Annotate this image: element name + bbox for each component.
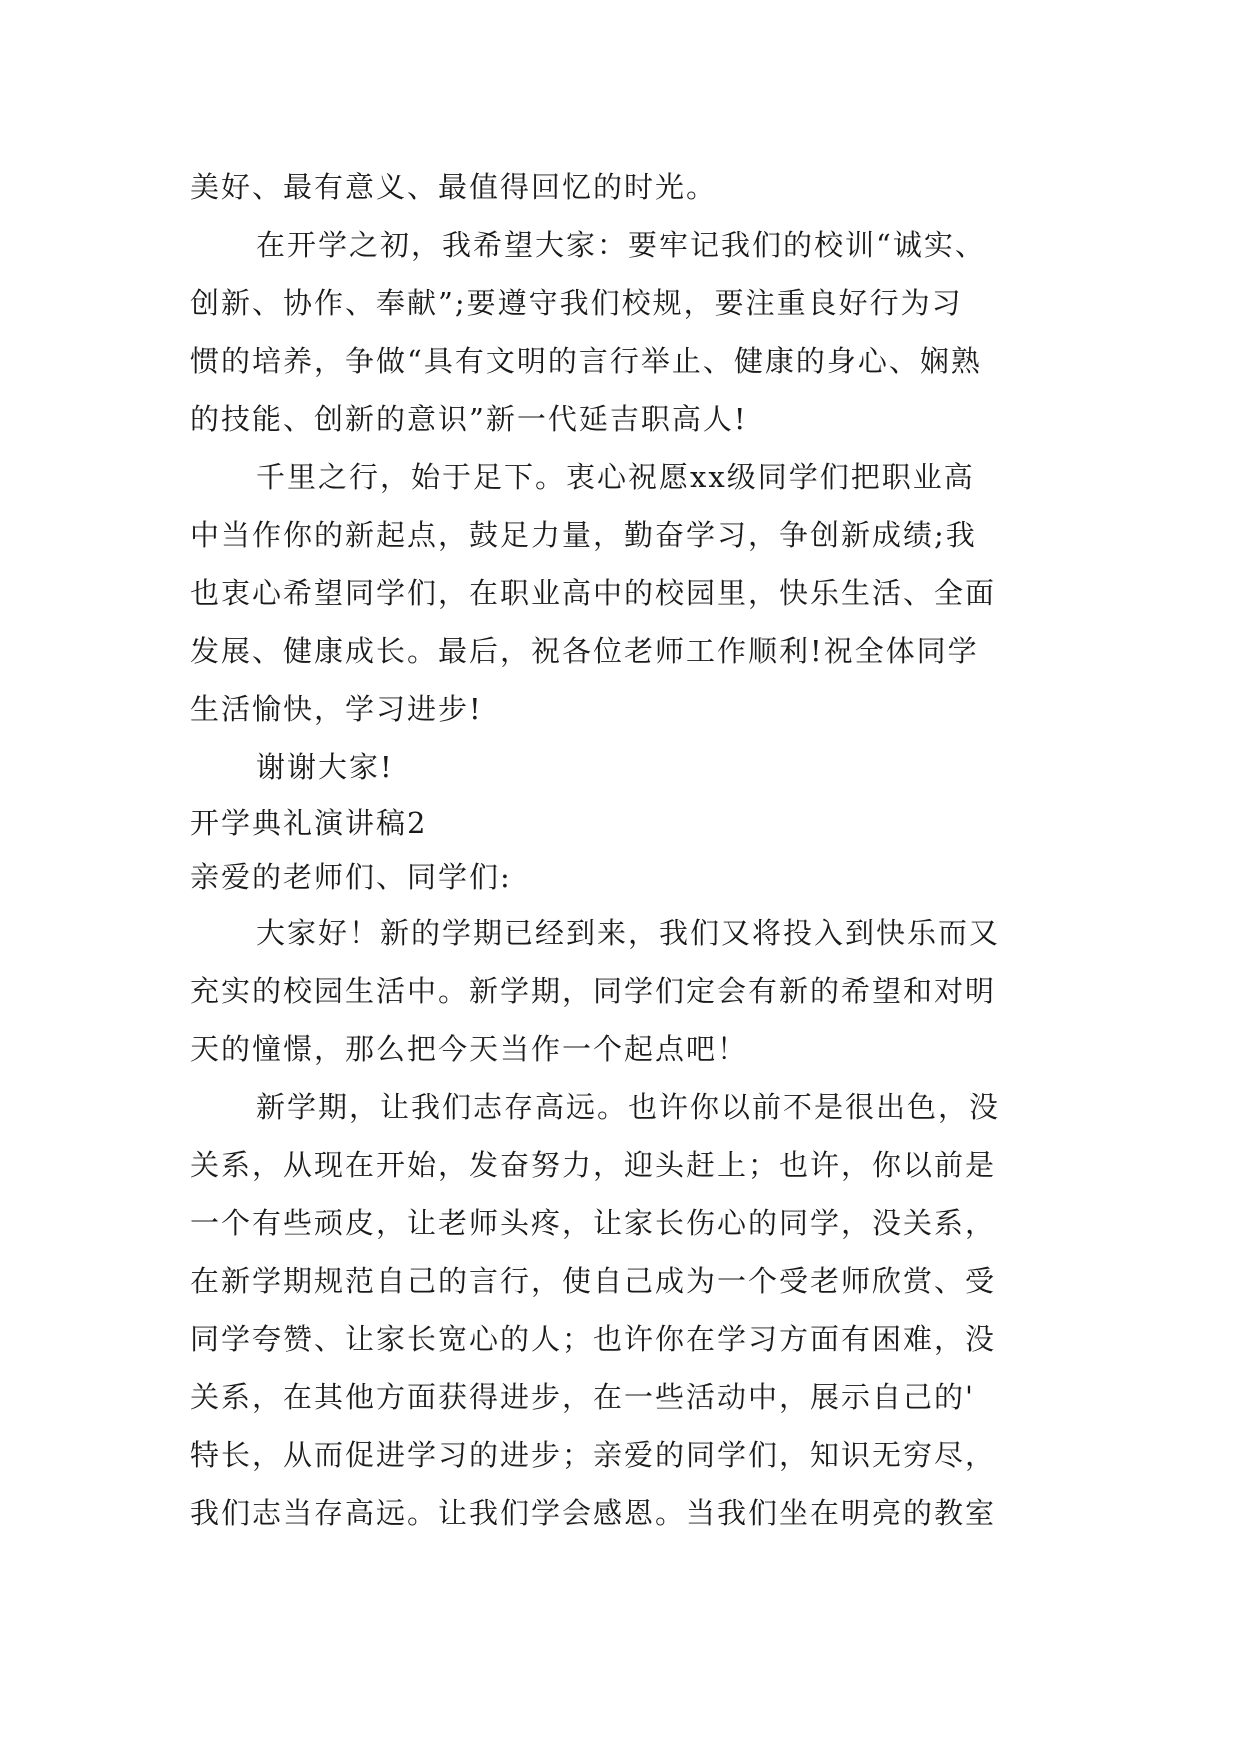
paragraph-line: 同学夸赞、让家长宽心的人；也许你在学习方面有困难，没 (190, 1322, 997, 1356)
paragraph-line: 在开学之初，我希望大家：要牢记我们的校训“诚实、 (256, 228, 986, 262)
paragraph-line: 我们志当存高远。让我们学会感恩。当我们坐在明亮的教室 (190, 1496, 997, 1530)
paragraph-line: 关系，在其他方面获得进步，在一些活动中，展示自己的' (190, 1380, 975, 1414)
paragraph-line: 大家好！新的学期已经到来，我们又将投入到快乐而又 (256, 916, 1001, 950)
section-title: 开学典礼演讲稿2 (190, 806, 428, 840)
paragraph-line: 的技能、创新的意识”新一代延吉职高人! (190, 402, 748, 436)
closing-line: 谢谢大家! (256, 750, 394, 784)
paragraph-line: 在新学期规范自己的言行，使自己成为一个受老师欣赏、受 (190, 1264, 997, 1298)
paragraph-line: 天的憧憬，那么把今天当作一个起点吧！ (190, 1032, 749, 1066)
paragraph-line: 关系，从现在开始，发奋努力，迎头赶上；也许，你以前是 (190, 1148, 997, 1182)
document-body (190, 158, 1070, 1542)
paragraph-line: 充实的校园生活中。新学期，同学们定会有新的希望和对明 (190, 974, 997, 1008)
paragraph-line: 也衷心希望同学们，在职业高中的校园里，快乐生活、全面 (190, 576, 997, 610)
paragraph-line: 生活愉快，学习进步! (190, 692, 483, 726)
paragraph-line: 创新、协作、奉献”;要遵守我们校规，要注重良好行为习 (190, 286, 963, 320)
paragraph-line: 千里之行，始于足下。衷心祝愿xx级同学们把职业高 (256, 460, 975, 494)
paragraph-line: 中当作你的新起点，鼓足力量，勤奋学习，争创新成绩;我 (190, 518, 977, 552)
paragraph-line: 惯的培养，争做“具有文明的言行举止、健康的身心、娴熟 (190, 344, 982, 378)
salutation: 亲爱的老师们、同学们: (190, 860, 512, 894)
paragraph-line: 美好、最有意义、最值得回忆的时光。 (190, 170, 718, 204)
paragraph-line: 新学期，让我们志存高远。也许你以前不是很出色，没 (256, 1090, 1001, 1124)
paragraph-line: 特长，从而促进学习的进步；亲爱的同学们，知识无穷尽， (190, 1438, 997, 1472)
paragraph-line: 发展、健康成长。最后，祝各位老师工作顺利!祝全体同学 (190, 634, 979, 668)
paragraph-line: 一个有些顽皮，让老师头疼，让家长伤心的同学，没关系， (190, 1206, 997, 1240)
